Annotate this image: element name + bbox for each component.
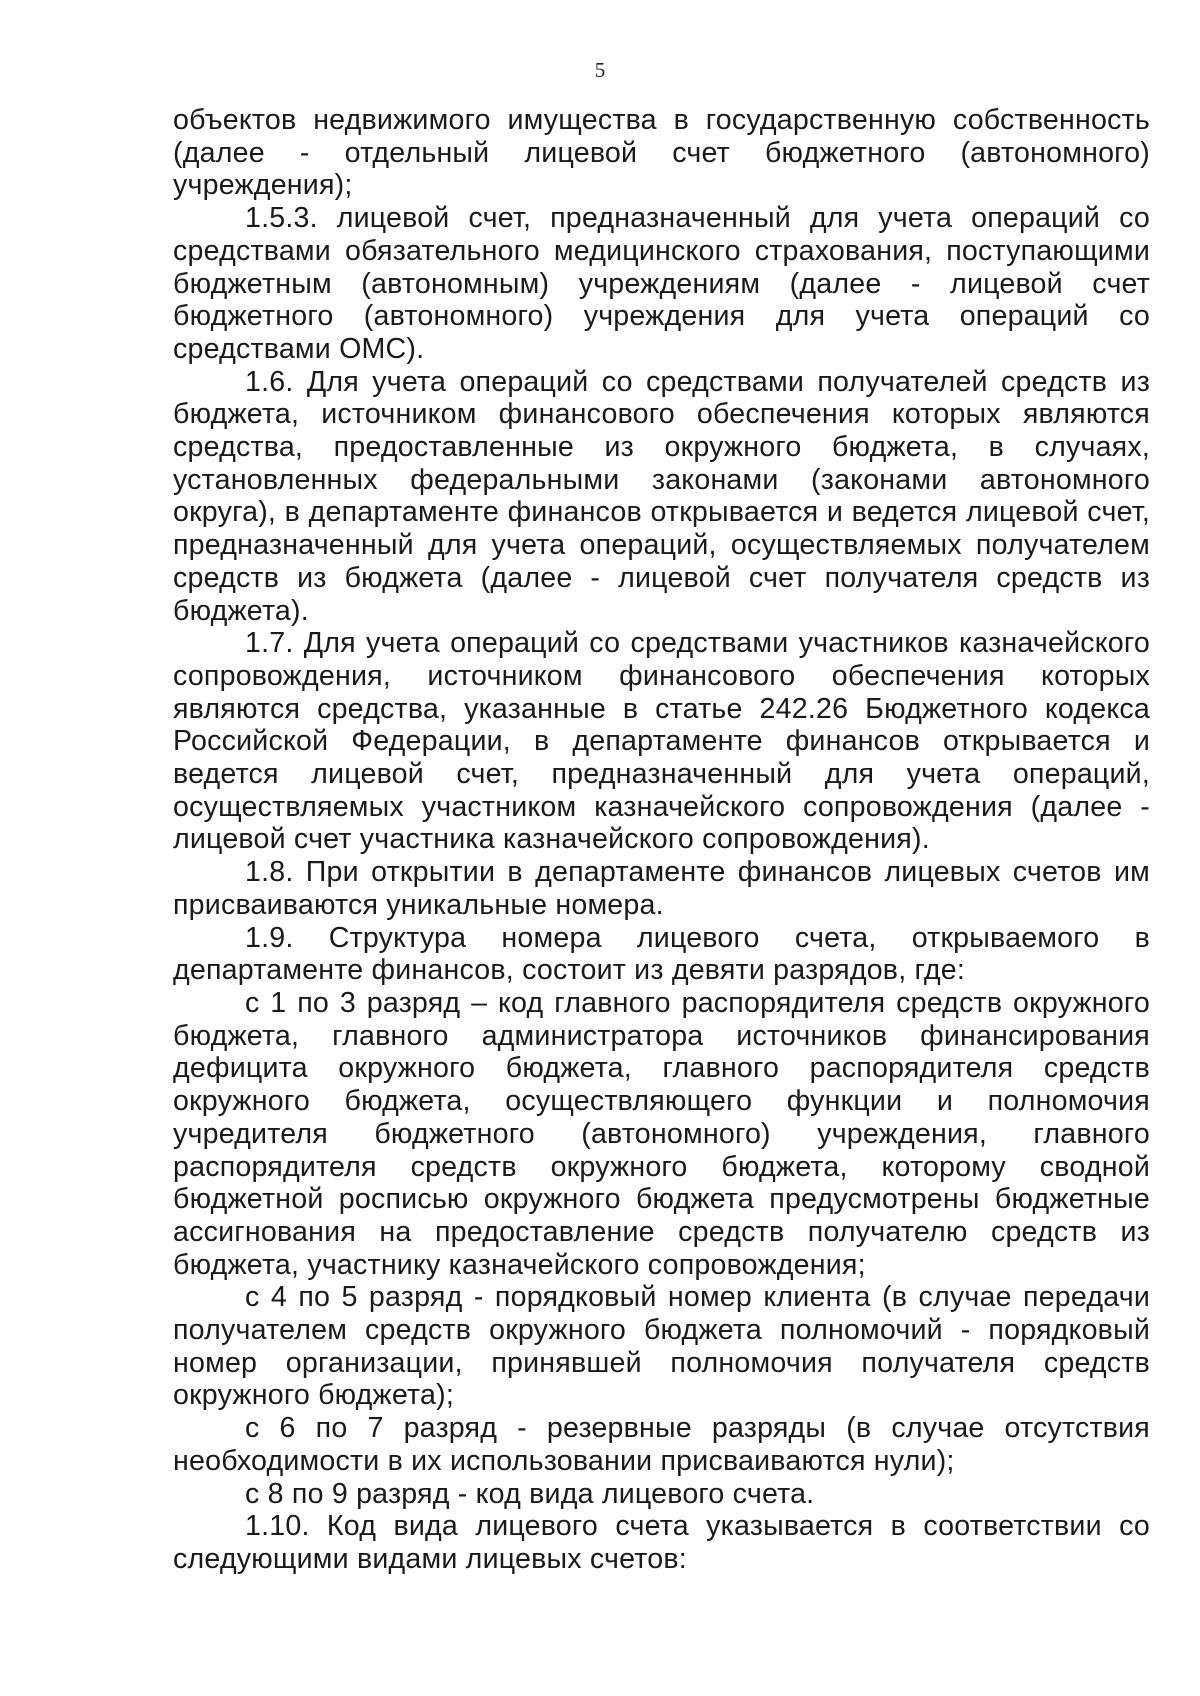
page-number: 5 xyxy=(594,58,606,82)
paragraph-1-7: 1.7. Для учета операций со средствами участников казначейского сопровождения, источником финансового обеспечения которых являются средства, указанные в статье 242.26 Бюджетного кодекса Российской Федерации, в департаменте финансов открывается и ведется лицевой счет, предназначенный для учета операций, осуществляемых участником казначейского сопровождения (далее - лицевой счет участника казначейского сопровождения). xyxy=(173,627,1150,856)
paragraph-1-5-3: 1.5.3. лицевой счет, предназначенный для учета операций со средствами обязательного медицинского страхования, поступающими бюджетным (автономным) учреждениям (далее - лицевой счет бюджетного (автономного) учреждения для учета операций со средствами ОМС). xyxy=(173,202,1150,365)
paragraph-digits-1-3: с 1 по 3 разряд – код главного распорядителя средств окружного бюджета, главного администратора источников финансирования дефицита окружного бюджета, главного распорядителя средств окружного бюджета, осуществляющего функции и полномочия учредителя бюджетного (автономного) учреждения, главного распорядителя средств окружного бюджета, которому сводной бюджетной росписью окружного бюджета предусмотрены бюджетные ассигнования на предоставление средств получателю средств из бюджета, участнику казначейского сопровождения; xyxy=(173,986,1150,1281)
paragraph-digits-6-7: с 6 по 7 разряд - резервные разряды (в случае отсутствия необходимости в их использовании присваиваются нули); xyxy=(173,1412,1150,1477)
paragraph-digits-4-5: с 4 по 5 разряд - порядковый номер клиента (в случае передачи получателем средств окружного бюджета полномочий - порядковый номер организации, принявшей полномочия получателя средств окружного бюджета); xyxy=(173,1281,1150,1412)
paragraph-1-10: 1.10. Код вида лицевого счета указывается в соответствии со следующими видами лицевых счетов: xyxy=(173,1510,1150,1575)
paragraph-1-9: 1.9. Структура номера лицевого счета, открываемого в департаменте финансов, состоит из девяти разрядов, где: xyxy=(173,921,1150,987)
paragraph-digits-8-9: с 8 по 9 разряд - код вида лицевого счета. xyxy=(245,1477,815,1510)
paragraph-1-6: 1.6. Для учета операций со средствами получателей средств из бюджета, источником финансового обеспечения которых являются средства, предоставленные из окружного бюджета, в случаях, установленных федеральными законами (законами автономного округа), в департаменте финансов открывается и ведется лицевой счет, предназначенный для учета операций, осуществляемых получателем средств из бюджета (далее - лицевой счет получателя средств из бюджета). xyxy=(173,365,1150,627)
paragraph: объектов недвижимого имущества в государственную собственность (далее - отдельный лицевой счет бюджетного (автономного) учреждения); xyxy=(173,104,1150,202)
paragraph-1-8: 1.8. При открытии в департаменте финансов лицевых счетов им присваиваются уникальные номера. xyxy=(173,856,1150,921)
document-body xyxy=(173,104,1150,1576)
